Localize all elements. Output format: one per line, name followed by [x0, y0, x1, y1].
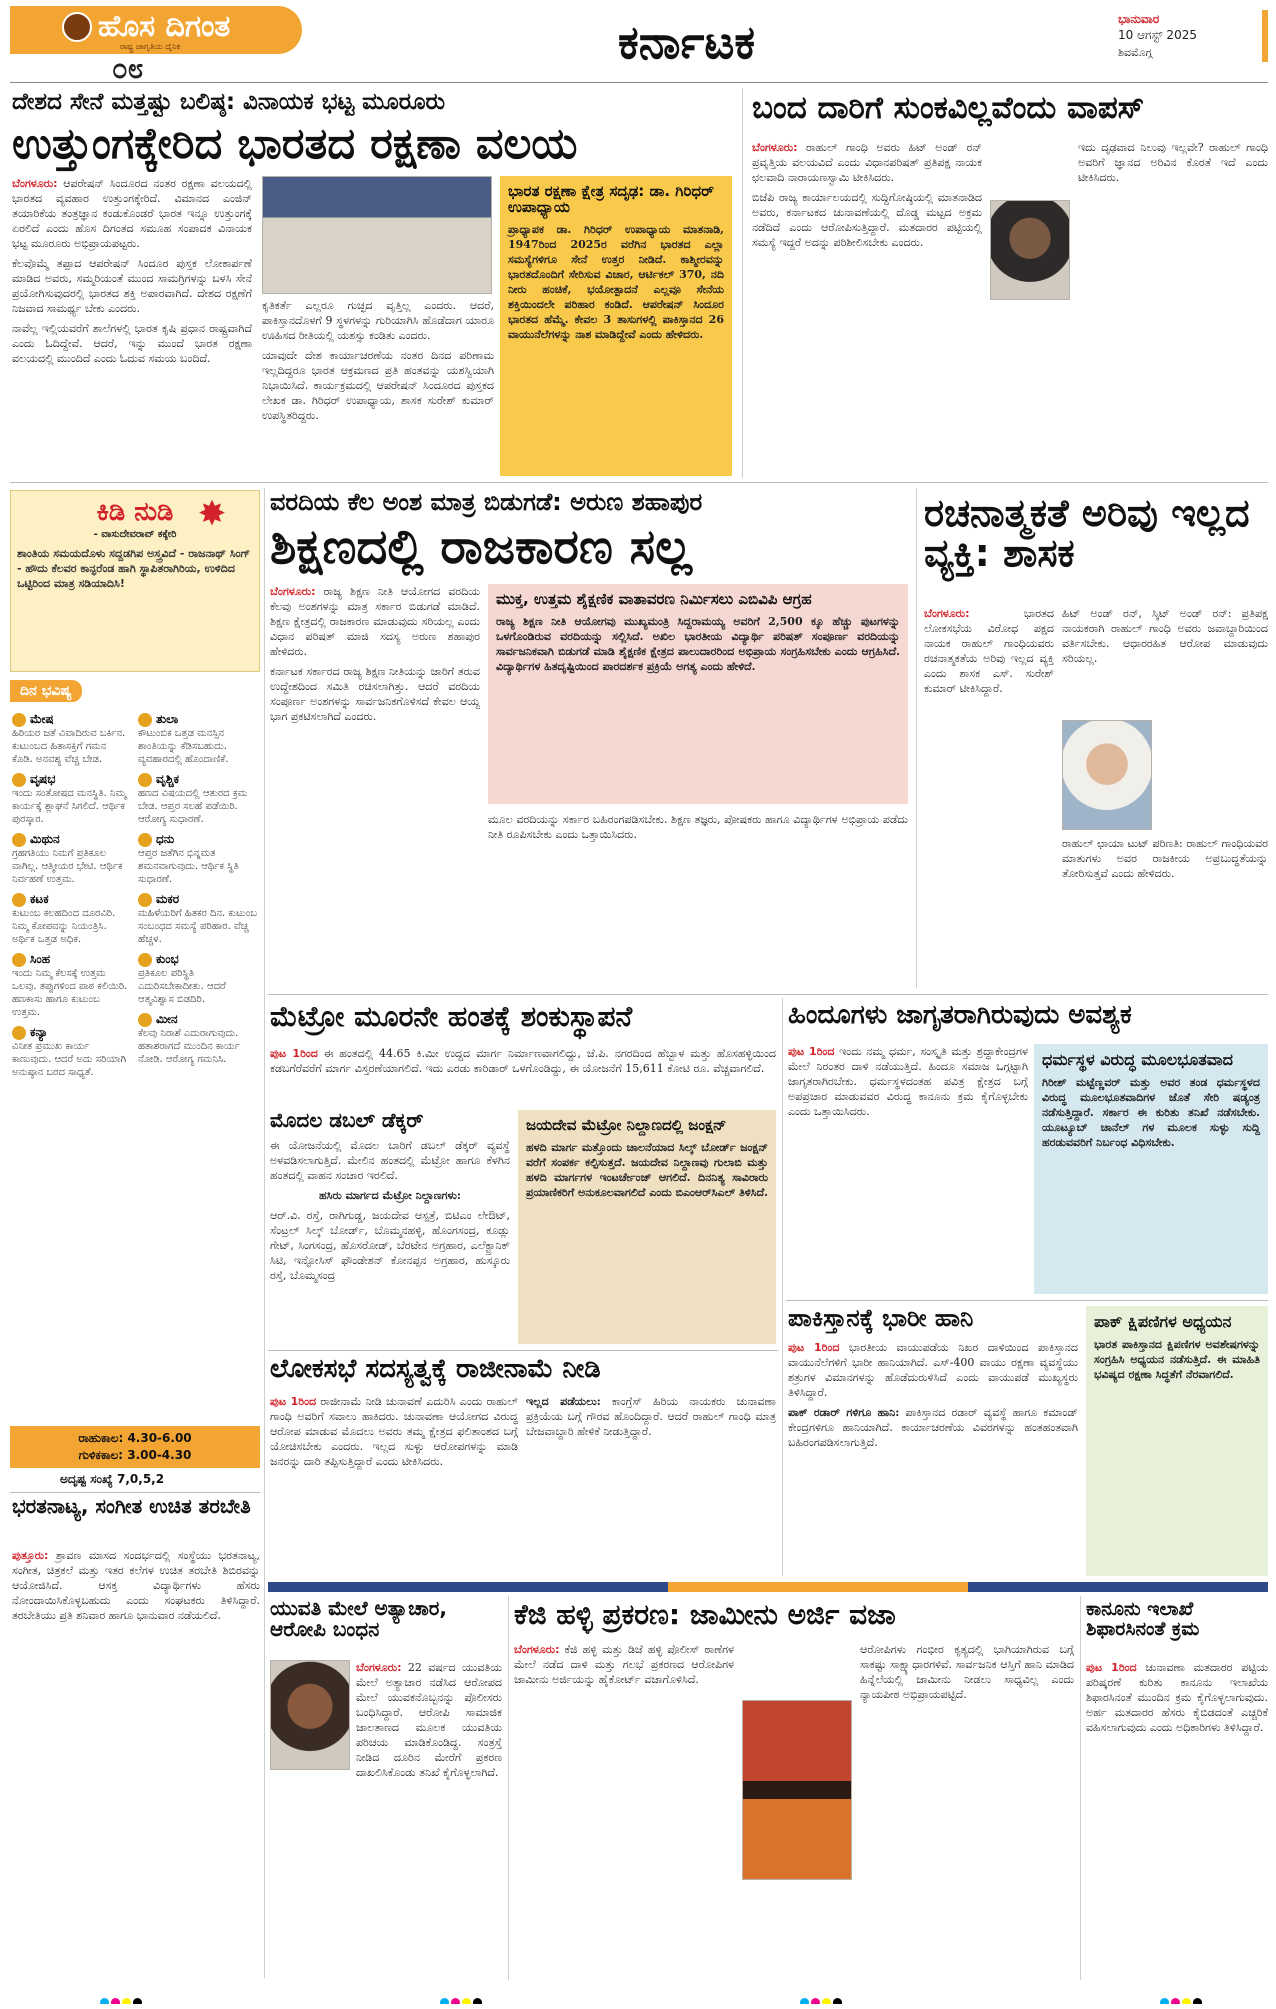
- pakistan-sidebox-title: ಪಾಕ್ ಕ್ಷಿಪಣಿಗಳ ಅಧ್ಯಯನ: [1094, 1312, 1232, 1331]
- story4-headline: ರಚನಾತ್ಮಕತೆ ಅರಿವು ಇಲ್ಲದ ವ್ಯಕ್ತಿ: ಶಾಸಕ: [924, 494, 1250, 575]
- hindu-sidebox-body: ಗಿರೀಶ್ ಮಟ್ಟೆಣ್ಣವರ್ ಮತ್ತು ಅವರ ತಂಡ ಧರ್ಮಸ್ಥಳದ ವಿರುದ್ಧ ಮೂಲಭೂತವಾದಿಗಳ ಜೊತೆ ಸೇರಿ ಷಡ್ಯಂತ್ರ ನಡೆಸುತ್ತಿದ್ದಾರೆ. ಸರ್ಕಾರ ಈ ಕುರಿತು ತನಿಖೆ ನಡೆಸಬೇಕು. ಯೂಟ್ಯೂಬ್ ಚಾನೆಲ್ ಗಳ ಮೂಲಕ ಸುಳ್ಳು ಸುದ್ದಿ ಹರಡುವವರಿಗೆ ನಿರ್ಬಂಧ ವಿಧಿಸಬೇಕು.: [1042, 1075, 1260, 1149]
- metro-sidebox-body: ಹಳದಿ ಮಾರ್ಗ ಮತ್ತೊಂದು ಚಾಲನೆಯಾದ ಸಿಲ್ಕ್ ಬೋರ್ಡ್ ಜಂಕ್ಷನ್ ವರೆಗೆ ಸಂಪರ್ಕ ಕಲ್ಪಿಸುತ್ತದೆ. ಜಯದೇವ ನಿಲ್ದಾಣವು ಗುಲಾಬಿ ಮತ್ತು ಹಳದಿ ಮಾರ್ಗಗಳ ಇಂಟರ್ಚೇಂಜ್ ಆಗಲಿದೆ. ದಿನನಿತ್ಯ ಸಾವಿರಾರು ಪ್ರಯಾಣಿಕರಿಗೆ ಅನುಕೂಲವಾಗಲಿದೆ ಎಂದು ಬಿಎಂಆರ್‌ಸಿಎಲ್ ತಿಳಿಸಿದೆ.: [526, 1140, 769, 1199]
- hindu-dateline: ಪುಟ 1ರಿಂದ: [788, 1045, 835, 1058]
- zodiac-libra: ತುಲಾ ಕೌಟುಂಬಿಕ ಒತ್ತಡ ಮನಸ್ಸಿನ ಶಾಂತಿಯನ್ನು ಕೆಡಿಸಬಹುದು. ವ್ಯವಹಾರದಲ್ಲಿ ಹೊಂದಾಣಿಕೆ.: [138, 712, 229, 765]
- rahukala-box: [10, 1426, 260, 1468]
- lokasabha-dateline: ಪುಟ 1ರಿಂದ: [270, 1395, 317, 1408]
- scorpio-icon: [138, 773, 152, 787]
- capricorn-icon: [138, 893, 152, 907]
- pakistan-sidebox-body: ಭಾರತ ಪಾಕಿಸ್ತಾನದ ಕ್ಷಿಪಣಿಗಳ ಅವಶೇಷಗಳನ್ನು ಸಂಗ್ರಹಿಸಿ ಅಧ್ಯಯನ ನಡೆಸುತ್ತಿದೆ. ಈ ಮಾಹಿತಿ ಭವಿಷ್ಯದ ರಕ್ಷಣಾ ಸಿದ್ಧತೆಗೆ ನೆರವಾಗಲಿದೆ.: [1094, 1337, 1260, 1381]
- lower-section-strip: [268, 1582, 1268, 1592]
- col-divider-top: [742, 88, 743, 478]
- cmyk-marks-center-left: [440, 1992, 500, 2004]
- kanoonu-body: ಪುಟ 1ರಿಂದ ಚುನಾವಣಾ ಮತದಾರರ ಪಟ್ಟಿಯ ಪರಿಷ್ಕರಣೆ ಕುರಿತು ಕಾನೂನು ಇಲಾಖೆಯ ಶಿಫಾರಸಿನಂತೆ ಮುಂದಿನ ಕ್ರಮ ಕೈಗೊಳ್ಳಲಾಗುವುದು. ಅರ್ಹ ಮತದಾರರ ಹೆಸರು ಕೈಬಿಡದಂತೆ ಎಚ್ಚರಿಕೆ ವಹಿಸಲಾಗುವುದು ಎಂದು ಅಧಿಕಾರಿಗಳು ತಿಳಿಸಿದ್ದಾರೆ.: [1086, 1661, 1268, 1734]
- zodiac-cancer: ಕಟಕ ಕುಟುಂಬ ಕಲಹದಿಂದ ದೂರವಿರಿ. ನಿಮ್ಮ ಕೋಪವನ್ನು ನಿಯಂತ್ರಿಸಿ. ಅರ್ಥಿಕ ಒತ್ತಡ ಅಧಿಕ.: [12, 892, 116, 945]
- hindu-sidebox-title: ಧರ್ಮಸ್ಥಳ ವಿರುದ್ಧ ಮೂಲಭೂತವಾದ: [1042, 1050, 1233, 1069]
- left-col-rule: [10, 1492, 260, 1493]
- story3-sidebox-body: ರಾಜ್ಯ ಶಿಕ್ಷಣ ನೀತಿ ಆಯೋಗವು ಮುಖ್ಯಮಂತ್ರಿ ಸಿದ್ದರಾಮಯ್ಯ ಅವರಿಗೆ 2,500 ಕ್ಕೂ ಹೆಚ್ಚು ಪುಟಗಳನ್ನು ಒಳಗೊಂಡಿರುವ ವರದಿಯನ್ನು ಸಲ್ಲಿಸಿದೆ. ಅಖಿಲ ಭಾರತೀಯ ವಿದ್ಯಾರ್ಥಿ ಪರಿಷತ್ ಸಂಪೂರ್ಣ ವರದಿಯನ್ನು ಸಾರ್ವಜನಿಕವಾಗಿ ಬಿಡುಗಡೆ ಮಾಡಿ ಶೈಕ್ಷಣಿಕ ಕ್ಷೇತ್ರದ ಪಾಲುದಾರರಿಂದ ಅಭಿಪ್ರಾಯ ಸಂಗ್ರಹಿಸಬೇಕು ಎಂದು ಆಗ್ರಹಿಸಿದೆ. ವಿದ್ಯಾರ್ಥಿಗಳ ಹಿತದೃಷ್ಟಿಯಿಂದ ಪಾರದರ್ಶಕ ಪ್ರಕ್ರಿಯೆ ಅಗತ್ಯ ಎಂದು ಹೇಳಿದೆ.: [496, 614, 900, 673]
- kanoonu-dateline: ಪುಟ 1ರಿಂದ: [1086, 1661, 1137, 1674]
- pakistan-sidebox: [1086, 1306, 1268, 1576]
- col-divider-mid: [916, 488, 917, 988]
- metro-headline: ಮೆಟ್ರೋ ಮೂರನೇ ಹಂತಕ್ಕೆ ಶಂಕುಸ್ಥಾಪನೆ: [270, 1002, 633, 1033]
- zodiac-sagittarius: ಧನು ಆಪ್ತರ ಜತೆಗಿನ ಭಿನ್ನಮತ ಶಮನವಾಗುವುದು. ಆರ್ಥಿಕ ಸ್ಥಿತಿ ಸುಧಾರಣೆ.: [138, 832, 239, 885]
- metro-rule: [268, 1350, 778, 1351]
- zodiac-virgo: ಕನ್ಯಾ ವಿನೀತ ಪ್ರಮುಖ ಕಾರ್ಯ ಕಾಣುವುದು. ಆದರೆ ಅದು ಸರಿಯಾಗಿ ಅನುಷ್ಠಾನ ಬರದ ಸಾಧ್ಯತೆ.: [12, 1025, 127, 1078]
- story4-portrait-photo: [1062, 720, 1152, 830]
- arrest-accused-photo: [270, 1660, 350, 1770]
- zodiac-leo: ಸಿಂಹ ಇಂದು ನಿಮ್ಮ ಕೆಲಸಕ್ಕೆ ಉತ್ತಮ ಒಲವು. ತಪ್ಪುಗಳಿಂದ ಪಾಠ ಕಲಿಯಿರಿ. ಹಣಕಾಸು ಹಾಗೂ ಕುಟುಂಬ ಉತ್ತಮ.: [12, 952, 128, 1018]
- zodiac-aquarius: ಕುಂಭ ಪ್ರತಿಕೂಲ ಪರಿಸ್ಥಿತಿ ಎದುರಿಸಬೇಕಾದೀತು. ಆದರೆ ಆತ್ಮವಿಶ್ವಾಸ ಬಿಡದಿರಿ.: [138, 952, 226, 1005]
- kanoonu-headline: ಕಾನೂನು ಇಲಾಖೆ ಶಿಫಾರಸಿನಂತೆ ಕ್ರಮ: [1086, 1600, 1200, 1640]
- zodiac-taurus: ವೃಷಭ ಇಂದು ಸಂತೋಷದ ಮನಸ್ಥಿತಿ. ನಿಮ್ಮ ಕಾರ್ಯಕ್ಕೆ ಶ್ಲಾಘನೆ ಸಿಗಲಿದೆ. ಆರ್ಥಿಕ ಪುರಸ್ಕಾರ.: [12, 772, 127, 825]
- hindu-sidebox: [1034, 1044, 1268, 1294]
- metro-stations-label: ಹಸಿರು ಮಾರ್ಗದ ಮೆಟ್ರೋ ನಿಲ್ದಾಣಗಳು:: [319, 1189, 461, 1202]
- gemini-icon: [12, 833, 26, 847]
- kgh-headline: ಕೆಜಿ ಹಳ್ಳಿ ಪ್ರಕರಣ: ಜಾಮೀನು ಅರ್ಜಿ ವಜಾ: [514, 1600, 896, 1631]
- cancer-icon: [12, 893, 26, 907]
- masthead-red-bar: [1262, 10, 1268, 62]
- arrest-headline: ಯುವತಿ ಮೇಲೆ ಅತ್ಯಾಚಾರ, ಆರೋಪಿ ಬಂಧನ: [270, 1598, 447, 1641]
- lokasabha-body-col1: ಪುಟ 1ರಿಂದ ರಾಜೀನಾಮೆ ನೀಡಿ ಚುನಾವಣೆ ಎದುರಿಸಿ ಎಂದು ರಾಹುಲ್ ಗಾಂಧಿ ಅವರಿಗೆ ಸವಾಲು ಹಾಕಿದರು. ಚುನಾವಣಾ ಆಯೋಗದ ವಿರುದ್ಧ ಆರೋಪ ಮಾಡುವ ಮೊದಲು ಅವರು ತಮ್ಮ ಕ್ಷೇತ್ರದ ಫಲಿತಾಂಶದ ಬಗ್ಗೆ ಯೋಚಿಸಬೇಕು ಎಂದರು. ಇಲ್ಲದ ಸುಳ್ಳು ಆರೋಪಗಳನ್ನು ಮಾಡಿ ಜನರನ್ನು ದಾರಿ ತಪ್ಪಿಸುತ್ತಿದ್ದಾರೆ ಎಂದು ಟೀಕಿಸಿದರು.: [270, 1395, 518, 1468]
- story1-dateline: ಬೆಂಗಳೂರು:: [12, 177, 58, 190]
- story3-sidebox: [488, 584, 908, 804]
- libra-icon: [138, 713, 152, 727]
- bharatanatya-body: ಪುತ್ತೂರು: ಶ್ರಾವಣ ಮಾಸದ ಸಂದರ್ಭದಲ್ಲಿ ಸಂಸ್ಥೆಯು ಭರತನಾಟ್ಯ, ಸಂಗೀತ, ಚಿತ್ರಕಲೆ ಮತ್ತು ಇತರ ಕಲೆಗಳ ಉಚಿತ ತರಬೇತಿ ಶಿಬಿರವನ್ನು ಆಯೋಜಿಸಿದೆ. ಆಸಕ್ತ ವಿದ್ಯಾರ್ಥಿಗಳು ಹೆಸರು ನೋಂದಾಯಿಸಿಕೊಳ್ಳಬಹುದು ಎಂದು ಸಂಘಟಕರು ತಿಳಿಸಿದ್ದಾರೆ. ತರಬೇತಿಯು ಪ್ರತಿ ಶನಿವಾರ ಹಾಗೂ ಭಾನುವಾರ ನಡೆಯಲಿದೆ.: [12, 1549, 260, 1622]
- story2-dateline: ಬೆಂಗಳೂರು:: [752, 141, 798, 154]
- horoscope-title: ದಿನ ಭವಿಷ್ಯ: [10, 680, 82, 702]
- story1-body-col2: ಕೃತಿಕರ್ತೆ ಎಲ್ಲರೂ ಗುಚ್ಛದ ವೃತ್ತಿಲ್ಲ ಎಂದರು. ಆದರೆ, ಪಾಕಿಸ್ತಾನದೊಳಗೆ 9 ಸ್ಥಳಗಳನ್ನು ಗುರಿಯಾಗಿಸಿ ಹೊಡೆದಾಗ ಯಾರೂ ಊಹಿಸದ ರೀತಿಯಲ್ಲಿ ಯಶಸ್ಸು ಕಂಡಿತು ಎಂದರು. ಯಾವುದೇ ದೇಶ ಕಾರ್ಯಾಚರಣೆಯ ನಂತರ ದಿನದ ಪರಿಣಾಮ ಇಲ್ಲದಿದ್ದರೂ ಭಾರತ ಆಕ್ರಮಣದ ಪ್ರತಿ ಹಂತವನ್ನು ಯಶಸ್ವಿಯಾಗಿ ನಿಭಾಯಿಸಿದೆ. ಕಾರ್ಯಕ್ರಮದಲ್ಲಿ ಆಪರೇಷನ್ ಸಿಂದೂರದ ಪುಸ್ತಕದ ಲೇಖಕ ಡಾ. ಗಿರಿಧರ್ ಉಪಾಧ್ಯಾಯ, ಶಾಸಕ ಸುರೇಶ್ ಕುಮಾರ್ ಉಪಸ್ಥಿತರಿದ್ದರು.: [262, 299, 494, 422]
- lokasabha-subhead: ಇಲ್ಲದ ಪಡೆಯಲು:: [526, 1395, 601, 1408]
- sagittarius-icon: [138, 833, 152, 847]
- kidi-nudi-author: - ವಾಸುದೇವರಾವ್ ಕಕ್ಕೇರಿ: [93, 529, 177, 540]
- horoscope-col-a: [12, 712, 130, 1532]
- metro-dateline: ಪುಟ 1ರಿಂದ: [270, 1047, 318, 1060]
- horoscope-col-b: [138, 712, 258, 1532]
- kgh-body-col1: ಬೆಂಗಳೂರು: ಕೆಜಿ ಹಳ್ಳಿ ಮತ್ತು ಡಿಜೆ ಹಳ್ಳಿ ಪೊಲೀಸ್ ಠಾಣೆಗಳ ಮೇಲೆ ನಡೆದ ದಾಳಿ ಮತ್ತು ಗಲಭೆ ಪ್ರಕರಣದ ಆರೋಪಿಗಳ ಜಾಮೀನು ಅರ್ಜಿಯನ್ನು ಹೈಕೋರ್ಟ್ ವಜಾಗೊಳಿಸಿದೆ.: [514, 1643, 734, 1686]
- aries-icon: [12, 713, 26, 727]
- story1-sidebox-title: ಭಾರತ ರಕ್ಷಣಾ ಕ್ಷೇತ್ರ ಸದೃಢ: ಡಾ. ಗಿರಿಧರ್ ಉಪಾಧ್ಯಾಯ: [508, 182, 714, 216]
- arrest-body: ಬೆಂಗಳೂರು: 22 ವರ್ಷದ ಯುವತಿಯ ಮೇಲೆ ಅತ್ಯಾಚಾರ ನಡೆಸಿದ ಆರೋಪದ ಮೇಲೆ ಯುವಕನೊಬ್ಬನನ್ನು ಪೊಲೀಸರು ಬಂಧಿಸಿದ್ದಾರೆ. ಆರೋಪಿ ಸಾಮಾಜಿಕ ಜಾಲತಾಣದ ಮೂಲಕ ಯುವತಿಯ ಪರಿಚಯ ಮಾಡಿಕೊಂಡಿದ್ದ. ಸಂತ್ರಸ್ತೆ ನೀಡಿದ ದೂರಿನ ಮೇರೆಗೆ ಪ್ರಕರಣ ದಾಖಲಿಸಿಕೊಂಡು ತನಿಖೆ ಕೈಗೊಳ್ಳಲಾಗಿದೆ.: [356, 1661, 502, 1779]
- zodiac-aries: ಮೇಷ ಹಿರಿಯರ ಜತೆ ವಿವಾದಿರುವ ಬರ್ಕಿನ. ಕುಟುಂಬದ ಹಿತಾಸಕ್ತಿಗೆ ಗಮನ ಕೊಡಿ. ಅನವಶ್ಯ ವೆಚ್ಚ ಬೇಡ.: [12, 712, 126, 765]
- virgo-icon: [12, 1026, 26, 1040]
- zodiac-scorpio: ವೃಶ್ಚಿಕ ಹಣದ ವಿಷಯದಲ್ಲಿ ಆತುರದ ಕ್ರಮ ಬೇಡ. ಆಪ್ತರ ಸಲಹೆ ಪಡೆಯಿರಿ. ಆರೋಗ್ಯ ಸುಧಾರಣೆ.: [138, 772, 248, 825]
- story3-sidebox-title: ಮುಕ್ತ, ಉತ್ತಮ ಶೈಕ್ಷಣಿಕ ವಾತಾವರಣ ನಿರ್ಮಿಸಲು ಎಬಿವಿಪಿ ಆಗ್ರಹ: [496, 590, 812, 608]
- metro-stations: ಆರ್.ವಿ. ರಸ್ತೆ, ರಾಗಿಗುಡ್ಡ, ಜಯದೇವ ಆಸ್ಪತ್ರೆ, ಬಿಟಿಎಂ ಲೇಔಟ್, ಸೆಂಟ್ರಲ್ ಸಿಲ್ಕ್ ಬೋರ್ಡ್, ಬೊಮ್ಮನಹಳ್ಳಿ, ಹೊಂಗಸಂದ್ರ, ಕೂಡ್ಲು ಗೇಟ್, ಸಿಂಗಸಂದ್ರ, ಹೊಸರೋಡ್, ಬೆರಟೇನ ಅಗ್ರಹಾರ, ಎಲೆಕ್ಟ್ರಾನಿಕ್ ಸಿಟಿ, ಇನ್ಫೋಸಿಸ್ ಫೌಂಡೇಶನ್ ಕೋನಪ್ಪನ ಅಗ್ರಹಾರ, ಹುಸ್ಕೂರು ರಸ್ತೆ, ಬೊಮ್ಮಸಂದ್ರ: [270, 1209, 510, 1282]
- story1-event-photo: [262, 176, 492, 294]
- story3-dateline: ಬೆಂಗಳೂರು:: [270, 585, 316, 598]
- page-number: ೦೮: [112, 52, 144, 82]
- story1-sidebox: [500, 176, 732, 476]
- story1-headline: ಉತ್ತುಂಗಕ್ಕೇರಿದ ಭಾರತದ ರಕ್ಷಣಾ ವಲಯ: [12, 122, 578, 169]
- story1-body: ಬೆಂಗಳೂರು: ಆಪರೇಷನ್ ಸಿಂದೂರದ ನಂತರ ರಕ್ಷಣಾ ವಲಯದಲ್ಲಿ ಭಾರತದ ವ್ಯವಹಾರ ಉತ್ತುಂಗಕ್ಕೇರಿದೆ. ವಿಮಾನದ ಎಂಜಿನ್ ತಯಾರಿಕೆಯ ತಂತ್ರಜ್ಞಾನ ಕಂಡುಕೊಂಡರೆ ಭಾರತ ಇನ್ನೂ ಉತ್ತುಂಗಕ್ಕೆ ಏರಲಿದೆ ಎಂದು ಹೊಸ ದಿಗಂತದ ಸಮೂಹ ಸಂಪಾದಕ ವಿನಾಯಕ ಭಟ್ಟ ಮೂರೂರು ಅಭಿಪ್ರಾಯಪಟ್ಟರು. ಕೆಲವೊಮ್ಮೆ ತಪ್ಪಾದ ಆಪರೇಷನ್ ಸಿಂದೂರ ಪುಸ್ತಕ ಲೋಕಾರ್ಪಣೆ ಮಾಡಿದ ಅವರು, ಸಮ್ಮರಿಯಂತೆ ಮುಂದ ಸಾಮಗ್ರಿಗಳನ್ನು ಬಳಸಿ ಸೇನೆ ಪ್ರಯೋಗಿಸುವುದರಲ್ಲಿ ಭಾರತದ ಶಕ್ತಿ ಅಪಾರವಾಗಿದೆ. ದೇಶದ ರಕ್ಷಣೆಗೆ ನಿಜವಾದ ಸಾಮರ್ಥ್ಯ ಬೇಕು ಎಂದರು. ನಾವೆಲ್ಲ ಇಲ್ಲಿಯವರೆಗೆ ಶಾಲೆಗಳಲ್ಲಿ ಭಾರತ ಕೃಷಿ ಪ್ರಧಾನ ರಾಷ್ಟ್ರವಾಗಿದೆ ಎಂದು ಓದಿದ್ದೇವೆ. ಆದರೆ, ಇನ್ನು ಮುಂದೆ ಭಾರತ ರಕ್ಷಣಾ ವಲಯದಲ್ಲಿ ಮುಂದಿದೆ ಎಂದು ಓದುವ ಸಮಯ ಬಂದಿದೆ.: [12, 177, 252, 365]
- pakistan-dateline: ಪುಟ 1ರಿಂದ: [788, 1341, 840, 1354]
- bharatanatya-dateline: ಪುತ್ತೂರು:: [12, 1549, 49, 1562]
- metro-sidebox-title: ಜಯದೇವ ಮೆಟ್ರೋ ನಿಲ್ದಾಣದಲ್ಲಿ ಜಂಕ್ಷನ್: [526, 1116, 727, 1134]
- story4-body-col2: ಹಿಟ್ ಅಂಡ್ ರನ್, ಸ್ಕಿಟ್ ಅಂಡ್ ರನ್: ಪ್ರತಿಪಕ್ಷ ನಾಯಕರಾಗಿ ರಾಹುಲ್ ಗಾಂಧಿ ಅವರು ಜವಾಬ್ದಾರಿಯಿಂದ ವರ್ತಿಸಬೇಕು. ಆಧಾರರಹಿತ ಆರೋಪ ಮಾಡುವುದು ಸರಿಯಲ್ಲ.: [1062, 607, 1268, 665]
- kgh-dateline: ಬೆಂಗಳೂರು:: [514, 1643, 560, 1656]
- story2-portrait-photo: [990, 200, 1070, 300]
- rahukala: ರಾಹುಕಾಲ: 4.30-6.00: [78, 1431, 192, 1445]
- logo-emblem-icon: [62, 12, 92, 42]
- spark-icon: ✸: [197, 494, 227, 534]
- section-title: ಕರ್ನಾಟಕ: [618, 15, 756, 69]
- masthead-rule: [10, 82, 1268, 83]
- kgh-police-station-photo: [742, 1700, 852, 1880]
- story3-body-col2: ಮೂಲ ವರದಿಯನ್ನು ಸರ್ಕಾರ ಬಹಿರಂಗಪಡಿಸಬೇಕು. ಶಿಕ್ಷಣ ತಜ್ಞರು, ಪೋಷಕರು ಹಾಗೂ ವಿದ್ಯಾರ್ಥಿಗಳ ಅಭಿಪ್ರಾಯ ಪಡೆದು ನೀತಿ ರೂಪಿಸಬೇಕು ಎಂದು ಒತ್ತಾಯಿಸಿದರು.: [488, 813, 908, 841]
- kgh-body-col2: ಆರೋಪಿಗಳು ಗಂಭೀರ ಕೃತ್ಯದಲ್ಲಿ ಭಾಗಿಯಾಗಿರುವ ಬಗ್ಗೆ ಸಾಕಷ್ಟು ಸಾಕ್ಷ್ಯಾಧಾರಗಳಿವೆ. ಸಾರ್ವಜನಿಕ ಆಸ್ತಿಗೆ ಹಾನಿ ಮಾಡಿದ ಹಿನ್ನೆಲೆಯಲ್ಲಿ ಜಾಮೀನು ನೀಡಲು ಸಾಧ್ಯವಿಲ್ಲ ಎಂದು ನ್ಯಾಯಪೀಠ ಅಭಿಪ್ರಾಯಪಟ್ಟಿದೆ.: [860, 1643, 1074, 1701]
- story2-headline: ಬಂದ ದಾರಿಗೆ ಸುಂಕವಿಲ್ಲವೆಂದು ವಾಪಸ್: [752, 92, 1145, 126]
- cmyk-marks-left: [100, 1992, 160, 2004]
- cmyk-marks-center-right: [800, 1992, 860, 2004]
- story3-body-col1: ಬೆಂಗಳೂರು: ರಾಜ್ಯ ಶಿಕ್ಷಣ ನೀತಿ ಆಯೋಗದ ವರದಿಯ ಕೆಲವು ಅಂಶಗಳನ್ನು ಮಾತ್ರ ಸರ್ಕಾರ ಬಿಡುಗಡೆ ಮಾಡಿದೆ. ಶಿಕ್ಷಣ ಕ್ಷೇತ್ರದಲ್ಲಿ ರಾಜಕಾರಣ ಮಾಡುವುದು ಸರಿಯಲ್ಲ ಎಂದು ವಿಧಾನ ಪರಿಷತ್ ಮಾಜಿ ಸದಸ್ಯ ಅರುಣ ಶಹಾಪುರ ಹೇಳಿದರು. ಕರ್ನಾಟಕ ಸರ್ಕಾರದ ರಾಜ್ಯ ಶಿಕ್ಷಣ ನೀತಿಯನ್ನು ಜಾರಿಗೆ ತರುವ ಉದ್ದೇಶದಿಂದ ಸಮಿತಿ ರಚಿಸಲಾಗಿತ್ತು. ಆದರೆ ವರದಿಯ ಸಂಪೂರ್ಣ ಅಂಶಗಳನ್ನು ಸಾರ್ವಜನಿಕಗೊಳಿಸದೆ ಕೇವಲ ಆಯ್ದ ಭಾಗ ಪ್ರಕಟಿಸಲಾಗಿದೆ ಎಂದರು.: [270, 585, 480, 723]
- row2-rule: [268, 994, 1268, 995]
- metro-sidebox: [518, 1110, 776, 1344]
- metro-body: ಪುಟ 1ರಿಂದ ಈ ಹಂತದಲ್ಲಿ 44.65 ಕಿ.ಮೀ ಉದ್ದದ ಮಾರ್ಗ ನಿರ್ಮಾಣವಾಗಲಿದ್ದು, ಜೆ.ಪಿ. ನಗರದಿಂದ ಹೆಬ್ಬಾಳ ಮತ್ತು ಹೊಸಹಳ್ಳಿಯಿಂದ ಕಡಬಗೆರೆವರೆಗೆ ಮಾರ್ಗ ವಿಸ್ತರಣೆಯಾಗಲಿದೆ. ಇದು ಎರಡು ಕಾರಿಡಾರ್ ಒಳಗೊಂಡಿದ್ದು, ಈ ಯೋಜನೆಗೆ 15,611 ಕೋಟಿ ರೂ. ವೆಚ್ಚವಾಗಲಿದೆ.: [270, 1047, 776, 1075]
- pisces-icon: [138, 1013, 152, 1027]
- col-divider-left: [264, 488, 265, 1978]
- zodiac-gemini: ಮಿಥುನ ಗ್ರಹಗತಿಯು ನಿಮಗೆ ಪ್ರತಿಕೂಲ ವಾಗಿಲ್ಲ. ಆತ್ಮೀಯರ ಭೇಟಿ. ಆರ್ಥಿಕ ನಿರ್ವಹಣೆ ಉತ್ತಮ.: [12, 832, 123, 885]
- lucky-number: ಅದೃಷ್ಟ ಸಂಖ್ಯೆ 7,0,5,2: [60, 1472, 165, 1486]
- masthead-logo[interactable]: ಹೊಸ ದಿಗಂತ: [98, 10, 231, 44]
- col-divider-kgh: [1080, 1596, 1081, 1980]
- issue-city: ಶಿವಮೊಗ್ಗ: [1118, 46, 1153, 59]
- story3-kicker: ವರದಿಯ ಕೆಲ ಅಂಶ ಮಾತ್ರ ಬಿಡುಗಡೆ: ಅರುಣ ಶಹಾಪುರ: [270, 490, 703, 516]
- story4-body-col3: ರಾಹುಲ್ ಛಾಯಾ ಟುಟ್ ಪರಿಣತಿ: ರಾಹುಲ್ ಗಾಂಧಿಯವರ ಮಾತುಗಳು ಅವರ ರಾಜಕೀಯ ಅಪ್ರಬುದ್ಧತೆಯನ್ನು ತೋರಿಸುತ್ತವೆ ಎಂದು ಹೇಳಿದರು.: [1062, 837, 1268, 880]
- pakistan-headline: ಪಾಕಿಸ್ತಾನಕ್ಕೆ ಭಾರೀ ಹಾನಿ: [788, 1306, 974, 1332]
- row1-rule: [10, 482, 1268, 483]
- kidi-nudi-title: ಕಿಡಿ ನುಡಿ: [96, 497, 174, 527]
- lokasabha-headline: ಲೋಕಸಭೆ ಸದಸ್ಯತ್ವಕ್ಕೆ ರಾಜೀನಾಮೆ ನೀಡಿ: [270, 1356, 601, 1384]
- story1-kicker: ದೇಶದ ಸೇನೆ ಮತ್ತಷ್ಟು ಬಲಿಷ್ಠ: ವಿನಾಯಕ ಭಟ್ಟ ಮೂರೂರು: [12, 90, 446, 115]
- issue-day: ಭಾನುವಾರ: [1118, 12, 1160, 26]
- col-divider-arrest: [508, 1596, 509, 1980]
- issue-date: 10 ಆಗಸ್ಟ್ 2025: [1118, 28, 1197, 42]
- story2-body: ಬೆಂಗಳೂರು: ರಾಹುಲ್ ಗಾಂಧಿ ಅವರು ಹಿಟ್ ಅಂಡ್ ರನ್ ಪ್ರವೃತ್ತಿಯ ವಲಯವಿದೆ ಎಂದು ವಿಧಾನಪರಿಷತ್ ಪ್ರತಿಪಕ್ಷ ನಾಯಕ ಛಲವಾದಿ ನಾರಾಯಣಸ್ವಾಮಿ ಟೀಕಿಸಿದರು. ಬಿಜೆಪಿ ರಾಜ್ಯ ಕಾರ್ಯಾಲಯದಲ್ಲಿ ಸುದ್ದಿಗೋಷ್ಠಿಯಲ್ಲಿ ಮಾತನಾಡಿದ ಅವರು, ಕರ್ನಾಟಕದ ಚುನಾವಣೆಯಲ್ಲಿ ದೊಡ್ಡ ಮಟ್ಟದ ಅಕ್ರಮ ನಡೆದಿದೆ ಎಂದು ಆರೋಪಿಸುತ್ತಿದ್ದಾರೆ. ಮತದಾರರ ಪಟ್ಟಿಯಲ್ಲಿ ಸಮಸ್ಯೆ ಇದ್ದರೆ ಅದನ್ನು ಪರಿಶೀಲಿಸಬೇಕು ಎಂದರು.: [752, 141, 982, 249]
- arrest-dateline: ಬೆಂಗಳೂರು:: [356, 1661, 402, 1674]
- leo-icon: [12, 953, 26, 967]
- pakistan-body: ಪುಟ 1ರಿಂದ ಭಾರತೀಯ ವಾಯುಪಡೆಯ ನಿಖರ ದಾಳಿಯಿಂದ ಪಾಕಿಸ್ತಾನದ ವಾಯುನೆಲೆಗಳಿಗೆ ಭಾರೀ ಹಾನಿಯಾಗಿದೆ. ಎಸ್-400 ವಾಯು ರಕ್ಷಣಾ ವ್ಯವಸ್ಥೆಯು ಶತ್ರುಗಳ ವಿಮಾನಗಳನ್ನು ಹೊಡೆದುರುಳಿಸಿದೆ ಎಂದು ವಾಯುಪಡೆ ಮುಖ್ಯಸ್ಥರು ತಿಳಿಸಿದ್ದಾರೆ. ಪಾಕ್ ರಡಾರ್ ಗಳಿಗೂ ಹಾನಿ: ಪಾಕಿಸ್ತಾನದ ರಡಾರ್ ವ್ಯವಸ್ಥೆ ಹಾಗೂ ಕಮಾಂಡ್ ಕೇಂದ್ರಗಳಿಗೂ ಹಾನಿಯಾಗಿದೆ. ಕಾರ್ಯಾಚರಣೆಯ ವಿವರಗಳನ್ನು ಹಂತಹಂತವಾಗಿ ಬಹಿರಂಗಪಡಿಸಲಾಗುತ್ತಿದೆ.: [788, 1341, 1078, 1449]
- pakistan-subhead: ಪಾಕ್ ರಡಾರ್ ಗಳಿಗೂ ಹಾನಿ:: [788, 1406, 900, 1419]
- gulikakala: ಗುಳಿಕಕಾಲ: 3.00-4.30: [78, 1448, 192, 1462]
- taurus-icon: [12, 773, 26, 787]
- bharatanatya-headline: ಭರತನಾಟ್ಯ, ಸಂಗೀತ ಉಚಿತ ತರಬೇತಿ: [12, 1496, 251, 1518]
- zodiac-pisces: ಮೀನ ಕೆಲವು ನಿರಾಶೆ ಎದುರಾಗುವುದು. ಹತಾಶರಾಗದೆ ಮುಂದಿನ ಕಾರ್ಯ ನೋಡಿ. ಆರೋಗ್ಯ ಗಮನಿಸಿ.: [138, 1012, 240, 1065]
- story3-headline: ಶಿಕ್ಷಣದಲ್ಲಿ ರಾಜಕಾರಣ ಸಲ್ಲ: [270, 522, 692, 575]
- metro-subhead: ಮೊದಲ ಡಬಲ್ ಡೆಕ್ಕರ್: [270, 1110, 424, 1132]
- hindu-rule: [786, 1300, 1268, 1301]
- metro-sub-body: ಈ ಯೋಜನೆಯಲ್ಲಿ ಮೊದಲ ಬಾರಿಗೆ ಡಬಲ್ ಡೆಕ್ಕರ್ ವ್ಯವಸ್ಥೆ ಅಳವಡಿಸಲಾಗುತ್ತಿದೆ. ಮೇಲಿನ ಹಂತದಲ್ಲಿ ಮೆಟ್ರೋ ಹಾಗೂ ಕೆಳಗಿನ ಹಂತದಲ್ಲಿ ವಾಹನ ಸಂಚಾರ ಇರಲಿದೆ. ಹಸಿರು ಮಾರ್ಗದ ಮೆಟ್ರೋ ನಿಲ್ದಾಣಗಳು: ಆರ್.ವಿ. ರಸ್ತೆ, ರಾಗಿಗುಡ್ಡ, ಜಯದೇವ ಆಸ್ಪತ್ರೆ, ಬಿಟಿಎಂ ಲೇಔಟ್, ಸೆಂಟ್ರಲ್ ಸಿಲ್ಕ್ ಬೋರ್ಡ್, ಬೊಮ್ಮನಹಳ್ಳಿ, ಹೊಂಗಸಂದ್ರ, ಕೂಡ್ಲು ಗೇಟ್, ಸಿಂಗಸಂದ್ರ, ಹೊಸರೋಡ್, ಬೆರಟೇನ ಅಗ್ರಹಾರ, ಎಲೆಕ್ಟ್ರಾನಿಕ್ ಸಿಟಿ, ಇನ್ಫೋಸಿಸ್ ಫೌಂಡೇಶನ್ ಕೋನಪ್ಪನ ಅಗ್ರಹಾರ, ಹುಸ್ಕೂರು ರಸ್ತೆ, ಬೊಮ್ಮಸಂದ್ರ: [270, 1139, 510, 1282]
- story2-body-col2: ಇದು ದೃಢವಾದ ನಿಲುವು ಇಲ್ಲವೇ? ರಾಹುಲ್ ಗಾಂಧಿ ಅವರಿಗೆ ಜ್ಞಾನದ ಅರಿವಿನ ಕೊರತೆ ಇದೆ ಎಂದು ಟೀಕಿಸಿದರು.: [1078, 141, 1268, 184]
- story1-sidebox-body: ಪ್ರಾಧ್ಯಾಪಕ ಡಾ. ಗಿರಿಧರ್ ಉಪಾಧ್ಯಾಯ ಮಾತನಾಡಿ, 1947ರಿಂದ 2025ರ ವರೆಗಿನ ಭಾರತದ ಎಲ್ಲಾ ಸಮಸ್ಯೆಗಳಿಗೂ ಸೇನೆ ಉತ್ತರ ನೀಡಿದೆ. ಕಾಶ್ಮೀರವನ್ನು ಭಾರತದೊಂದಿಗೆ ಸೇರಿಸುವ ವಿಚಾರ, ಆರ್ಟಿಕಲ್ 370, ನದಿ ನೀರು ಹಂಚಿಕೆ, ಭಯೋತ್ಪಾದನೆ ಎಲ್ಲವೂ ಸೇನೆಯ ಶಕ್ತಿಯಿಂದಲೇ ಪರಿಹಾರ ಕಂಡಿದೆ. ಆಪರೇಷನ್ ಸಿಂದೂರ ಭಾರತದ ಹೆಮ್ಮೆ. ಕೇವಲ 3 ತಾಸುಗಳಲ್ಲಿ ಪಾಕಿಸ್ತಾನದ 26 ವಾಯುನೆಲೆಗಳನ್ನು ನಾಶ ಮಾಡಿದ್ದೇವೆ ಎಂದು ಹೇಳಿದರು.: [508, 222, 724, 341]
- horoscope-header: [10, 680, 260, 706]
- cmyk-marks-right: [1160, 1992, 1220, 2004]
- lokasabha-body-col2: ಇಲ್ಲದ ಪಡೆಯಲು: ಕಾಂಗ್ರೆಸ್ ಹಿರಿಯ ನಾಯಕರು ಚುನಾವಣಾ ಪ್ರಕ್ರಿಯೆಯ ಬಗ್ಗೆ ಗೌರವ ಹೊಂದಿದ್ದಾರೆ. ಆದರೆ ರಾಹುಲ್ ಗಾಂಧಿ ಮಾತ್ರ ಬೇಜವಾಬ್ದಾರಿ ಹೇಳಿಕೆ ನೀಡುತ್ತಿದ್ದಾರೆ.: [526, 1395, 776, 1438]
- hindu-headline: ಹಿಂದೂಗಳು ಜಾಗೃತರಾಗಿರುವುದು ಅವಶ್ಯಕ: [788, 1002, 1132, 1030]
- col-divider-lower: [782, 998, 783, 1576]
- story4-dateline: ಬೆಂಗಳೂರು:: [924, 607, 970, 620]
- story4-body-col1: ಬೆಂಗಳೂರು: ಭಾರತದ ಲೋಕಸಭೆಯ ವಿರೋಧ ಪಕ್ಷದ ನಾಯಕ ರಾಹುಲ್ ಗಾಂಧಿಯವರು ರಚನಾತ್ಮಕತೆಯ ಅರಿವು ಇಲ್ಲದ ವ್ಯಕ್ತಿ ಎಂದು ಶಾಸಕ ಎಸ್. ಸುರೇಶ್ ಕುಮಾರ್ ಟೀಕಿಸಿದ್ದಾರೆ.: [924, 607, 1054, 695]
- masthead-tagline: ರಾಷ್ಟ್ರ ಜಾಗೃತಿಯ ದೈನಿಕ: [120, 42, 181, 51]
- hindu-body: ಪುಟ 1ರಿಂದ ಇಂದು ನಮ್ಮ ಧರ್ಮ, ಸಂಸ್ಕೃತಿ ಮತ್ತು ಶ್ರದ್ಧಾಕೇಂದ್ರಗಳ ಮೇಲೆ ನಿರಂತರ ದಾಳಿ ನಡೆಯುತ್ತಿದೆ. ಹಿಂದೂ ಸಮಾಜ ಒಗ್ಗಟ್ಟಾಗಿ ಜಾಗೃತರಾಗಿರಬೇಕು. ಧರ್ಮಸ್ಥಳದಂತಹ ಪವಿತ್ರ ಕ್ಷೇತ್ರದ ಬಗ್ಗೆ ಅಪಪ್ರಚಾರ ಮಾಡುವವರ ವಿರುದ್ಧ ಕಾನೂನು ಕ್ರಮ ಕೈಗೊಳ್ಳಬೇಕು ಎಂದು ಒತ್ತಾಯಿಸಿದರು.: [788, 1045, 1028, 1118]
- aquarius-icon: [138, 953, 152, 967]
- zodiac-capricorn: ಮಕರ ಮಹಿಳೆಯರಿಗೆ ಹಿತಕರ ದಿನ. ಕುಟುಂಬ ಸಂಬಂಧದ ಸಮಸ್ಯೆ ಪರಿಹಾರ. ವೆಚ್ಚ ಹೆಚ್ಚಳ.: [138, 892, 257, 945]
- kidi-nudi-text: ಶಾಂತಿಯ ಸಮಯದೊಳು ಸದ್ದಡಗಿಪ ಅಸ್ತ್ರವಿದೆ - ರಾಜನಾಥ್ ಸಿಂಗ್ - ಹೌದು ಕೆಲವರ ಕಾನ್ಫರೆಂಡ ಹಾಗಿ ಸ್ಥಾಪಿತರಾಗಿರಿಯ, ಉಳಿದಿದ ಒಟ್ಟಿರಿಂದ ಮಾತ್ರ ಸಡಿಯಾದಿಸಿ!: [17, 547, 251, 590]
